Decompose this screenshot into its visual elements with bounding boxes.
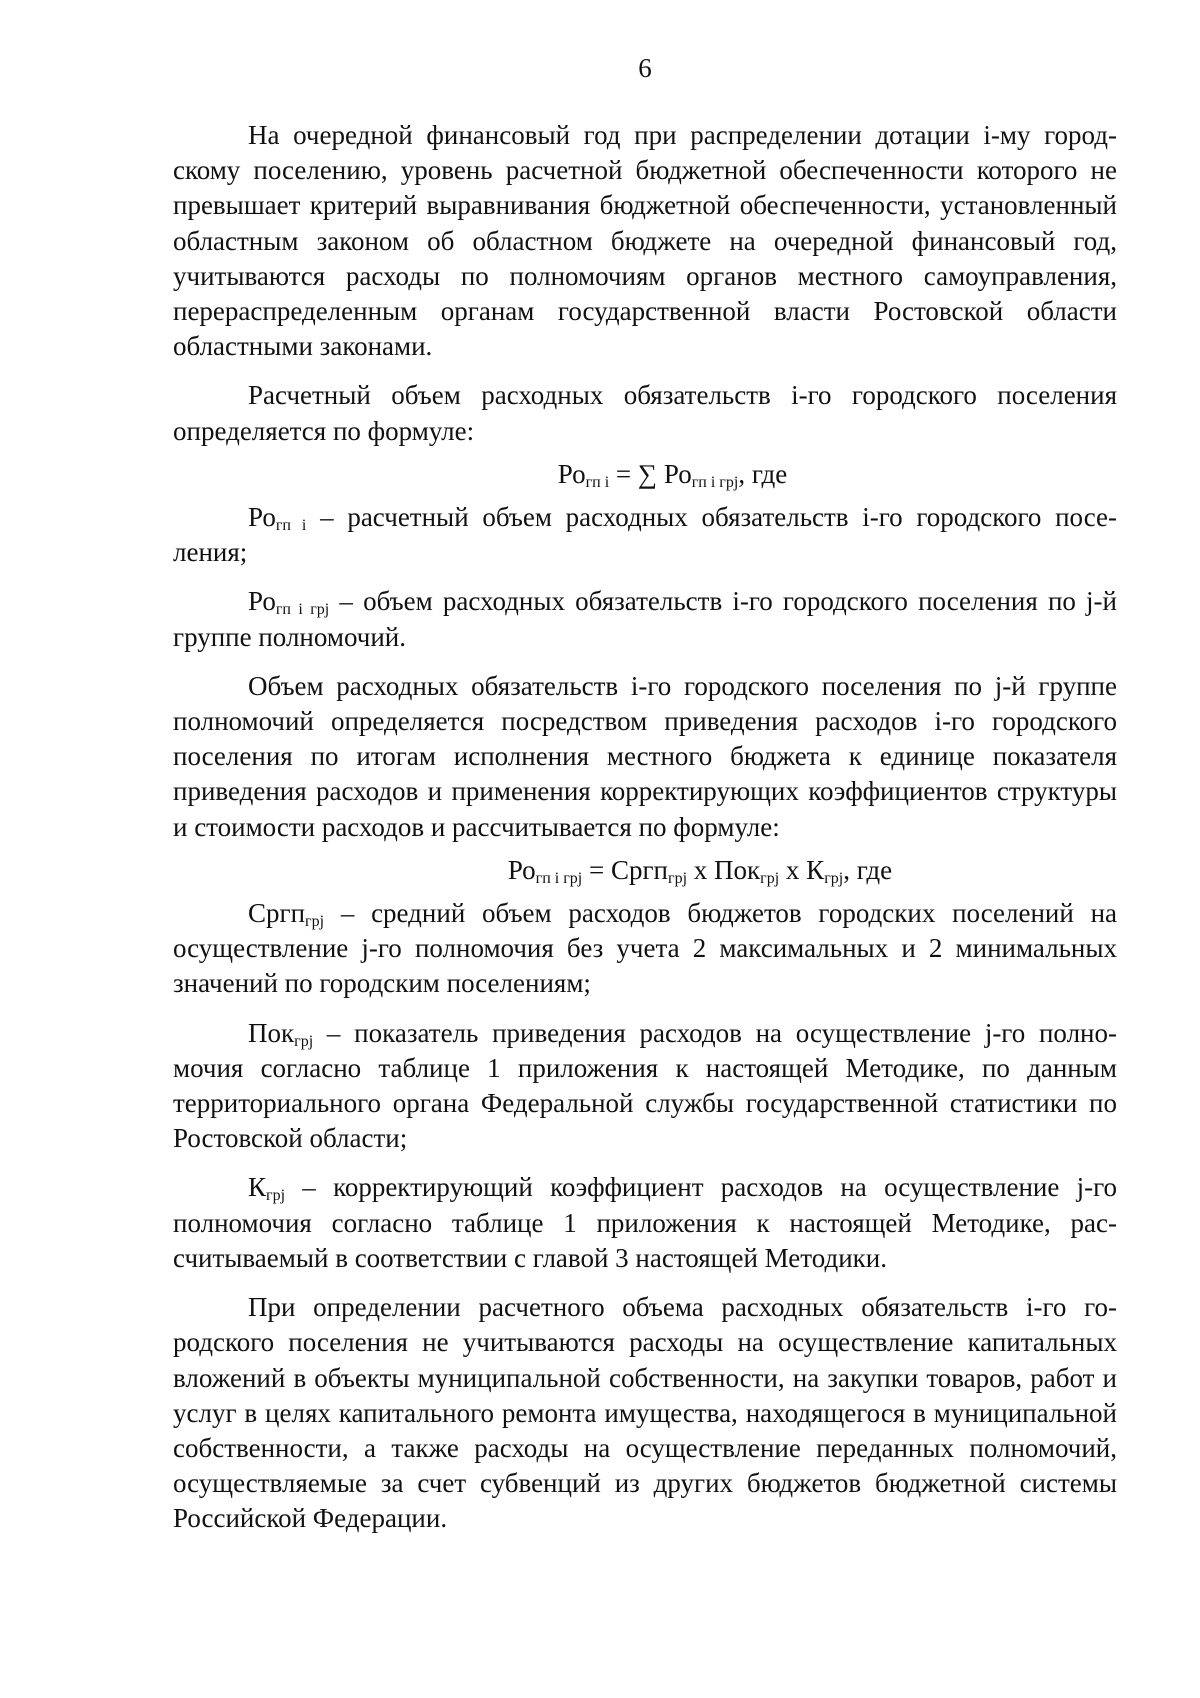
formula-term: = Сргп — [582, 854, 669, 885]
formula-tail: , где — [843, 854, 893, 885]
formula-tail: , где — [738, 458, 788, 489]
definition-subscript: гп i — [275, 517, 307, 535]
definition-subscript: грj — [305, 913, 325, 931]
formula-subscript: гп i — [585, 473, 610, 491]
definition-text: – показатель приведения расходов на осуществление j-го полномочия согласно таблице 1 приложения к настоящей Методике, по данным территориального органа Федеральной службы государственной статистики по Ростовской области; — [173, 1017, 1117, 1154]
formula-symbol: Ро — [507, 854, 536, 885]
paragraph-expense-volume-intro: Расчетный объем расходных обязательств i-го городского поселения определяется по формуле: — [173, 380, 1117, 446]
definition-subscript: гп i грj — [275, 601, 330, 619]
definition-symbol: Ро — [248, 502, 276, 533]
document-body — [173, 118, 1117, 1537]
formula-subscript: грj — [824, 869, 844, 887]
paragraph-group-calculation: Объем расходных обязательств i-го городского поселения по j-й группе полномочий определяется посредством приведения расходов i-го городского поселения по итогам исполнения местного бюджета к единице показателя приведения расходов и применения корректирующих коэффициентов структуры и стоимости расходов и рассчитывается по формуле: — [173, 670, 1117, 842]
definition-correction-coefficient — [173, 1170, 1117, 1276]
definition-symbol: Пок — [248, 1017, 295, 1048]
formula-operator: = ∑ Ро — [609, 458, 692, 489]
formula-term: х К — [779, 854, 825, 885]
definition-text: – объем расходных обязательств i-го городского поселения по j-й группе полномочий. — [173, 586, 1118, 652]
formula-group-obligations — [173, 853, 1117, 888]
formula-subscript: гп i грj — [535, 869, 583, 887]
formula-term: х Пок — [687, 854, 761, 885]
definition-total-obligations — [173, 500, 1117, 570]
page-number: 6 — [638, 53, 652, 83]
formula-symbol: Ро — [557, 458, 586, 489]
definition-text: – средний объем расходов бюджетов городских поселений на осуществление j-го полномочия без учета 2 максимальных и 2 минимальных значений по городским поселениям; — [173, 898, 1117, 999]
definition-text: – корректирующий коэффициент расходов на осуществление j-го полномочия согласно таблице 1 приложения к настоящей Методике, рассчитываемый в соответствии с главой 3 настоящей Методики. — [173, 1172, 1117, 1273]
formula-subscript: грj — [760, 869, 780, 887]
paragraph-subsidy-distribution: На очередной финансовый год при распределении дотации i-му городскому поселению, уровень расчетной бюджетной обеспеченности которого не превышает критерий выравнивания бюджетной обеспеченности, установленный областным законом об областном бюджете на очередной финансовый год, учитываются расходы по полномочиям органов местного самоуправления, перераспределенным органам государственной власти Ростовской области областными законами. — [173, 120, 1117, 362]
definition-group-obligations — [173, 584, 1117, 654]
formula-total-obligations — [173, 457, 1117, 492]
formula-subscript: грj — [668, 869, 688, 887]
definition-subscript: грj — [266, 1187, 286, 1205]
definition-average-expenses — [173, 896, 1117, 1002]
definition-text: – расчетный объем расходных обязательств i-го городского поселения; — [173, 502, 1118, 568]
definition-reduction-indicator — [173, 1016, 1117, 1157]
formula-subscript: гп i грj — [691, 473, 739, 491]
definition-symbol: Сргп — [248, 898, 306, 929]
definition-symbol: К — [248, 1172, 267, 1203]
definition-symbol: Ро — [248, 586, 276, 617]
paragraph-excluded-expenses: При определении расчетного объема расходных обязательств i-го городского поселения не учитываются расходы на осуществление капитальных вложений в объекты муниципальной собственности, на закупки товаров, работ и услуг в целях капитального ремонта имущества, находящегося в муниципальной собственности, а также расходы на осуществление переданных полномочий, осуществляемые за счет субвенций из других бюджетов бюджетной системы Российской Федерации. — [173, 1292, 1117, 1534]
definition-subscript: грj — [294, 1032, 314, 1050]
